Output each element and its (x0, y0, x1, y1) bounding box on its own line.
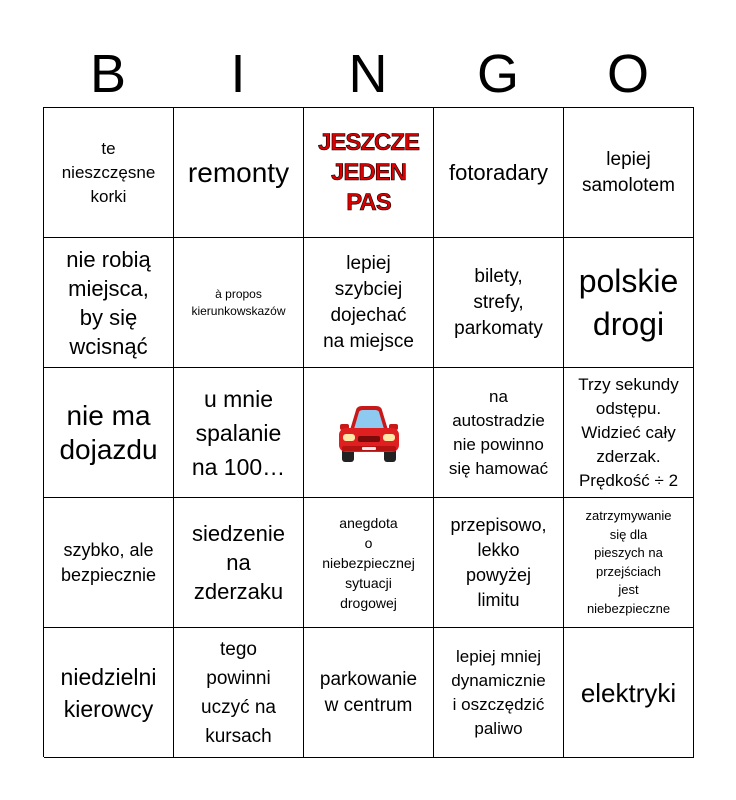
header-letter-b: B (89, 44, 127, 104)
bingo-cell-r5c4[interactable] (434, 628, 564, 758)
cell-text: remonty (187, 156, 290, 188)
bingo-cell-r4c4[interactable] (434, 498, 564, 628)
bingo-cell-r5c1[interactable] (44, 628, 174, 758)
header-letter-g: G (476, 44, 519, 104)
cell-text: bilety, strefy, parkomaty (454, 265, 543, 339)
cell-text: Trzy sekundy odstępu. Widzieć cały zderzak. Prędkość ÷ 2 (578, 374, 679, 490)
bingo-cell-r2c5[interactable] (564, 238, 694, 368)
bingo-cell-r1c1[interactable] (44, 108, 174, 238)
bingo-cell-r4c3[interactable] (304, 498, 434, 628)
bingo-cell-r4c5[interactable] (564, 498, 694, 628)
cell-text: lepiej samolotem (582, 148, 675, 196)
bingo-cell-r1c2[interactable] (174, 108, 304, 238)
bingo-cell-r5c5[interactable] (564, 628, 694, 758)
cell-text: nie robią miejsca, by się wcisnąć (66, 246, 151, 359)
cell-text: nie ma dojazdu (59, 399, 158, 465)
cell-text: na autostradzie nie powinno się hamować (448, 386, 549, 478)
cell-text: szybko, ale bezpiecznie (60, 539, 157, 585)
bingo-cell-r3c4[interactable] (434, 368, 564, 498)
cell-text: tego powinni uczyć na kursach (201, 638, 276, 747)
header-letter-i: I (230, 44, 246, 104)
bingo-cell-r1c3[interactable] (304, 108, 434, 238)
cell-text: siedzenie na zderzaku (192, 521, 285, 604)
cell-text: te nieszczęsne korki (61, 138, 156, 206)
header-letter-o: O (606, 44, 649, 104)
cell-text: fotoradary (448, 160, 549, 185)
bingo-cell-r3c1[interactable] (44, 368, 174, 498)
cell-text: lepiej szybciej dojechać na miejsce (323, 252, 414, 352)
bingo-cell-r5c2[interactable] (174, 628, 304, 758)
header-letter-n: N (348, 44, 388, 104)
cell-text: zatrzymywanie się dla pieszych na przejściach jest niebezpieczne (585, 508, 672, 616)
bingo-cell-r2c1[interactable] (44, 238, 174, 368)
cell-text: niedzielni kierowcy (60, 663, 157, 722)
cell-text: u mnie spalanie na 100… (191, 385, 286, 480)
cell-text: lepiej mniej dynamicznie i oszczędzić paliwo (451, 646, 546, 738)
bingo-cell-r2c2[interactable] (174, 238, 304, 368)
cell-text: elektryki (580, 677, 677, 708)
bingo-cell-r2c4[interactable] (434, 238, 564, 368)
bingo-cell-r1c5[interactable] (564, 108, 694, 238)
bingo-cell-r5c3[interactable] (304, 628, 434, 758)
free-space-cell[interactable] (304, 368, 434, 498)
bingo-header (43, 40, 693, 108)
cell-text: JESZCZE JEDEN PAS (317, 128, 420, 216)
bingo-cell-r3c5[interactable] (564, 368, 694, 498)
bingo-cell-r3c2[interactable] (174, 368, 304, 498)
bingo-cell-r4c2[interactable] (174, 498, 304, 628)
bingo-board (43, 107, 694, 757)
cell-text: polskie drogi (578, 262, 679, 342)
bingo-cell-r1c4[interactable] (434, 108, 564, 238)
cell-text: à propos kierunkowskazów (191, 286, 286, 318)
red-car-icon (334, 384, 404, 482)
cell-text: przepisowo, lekko powyżej limitu (450, 514, 547, 610)
cell-text: anegdota o niebezpiecznej sytuacji drogowej (322, 514, 415, 611)
cell-text: parkowanie w centrum (319, 668, 418, 716)
bingo-cell-r2c3[interactable] (304, 238, 434, 368)
bingo-cell-r4c1[interactable] (44, 498, 174, 628)
